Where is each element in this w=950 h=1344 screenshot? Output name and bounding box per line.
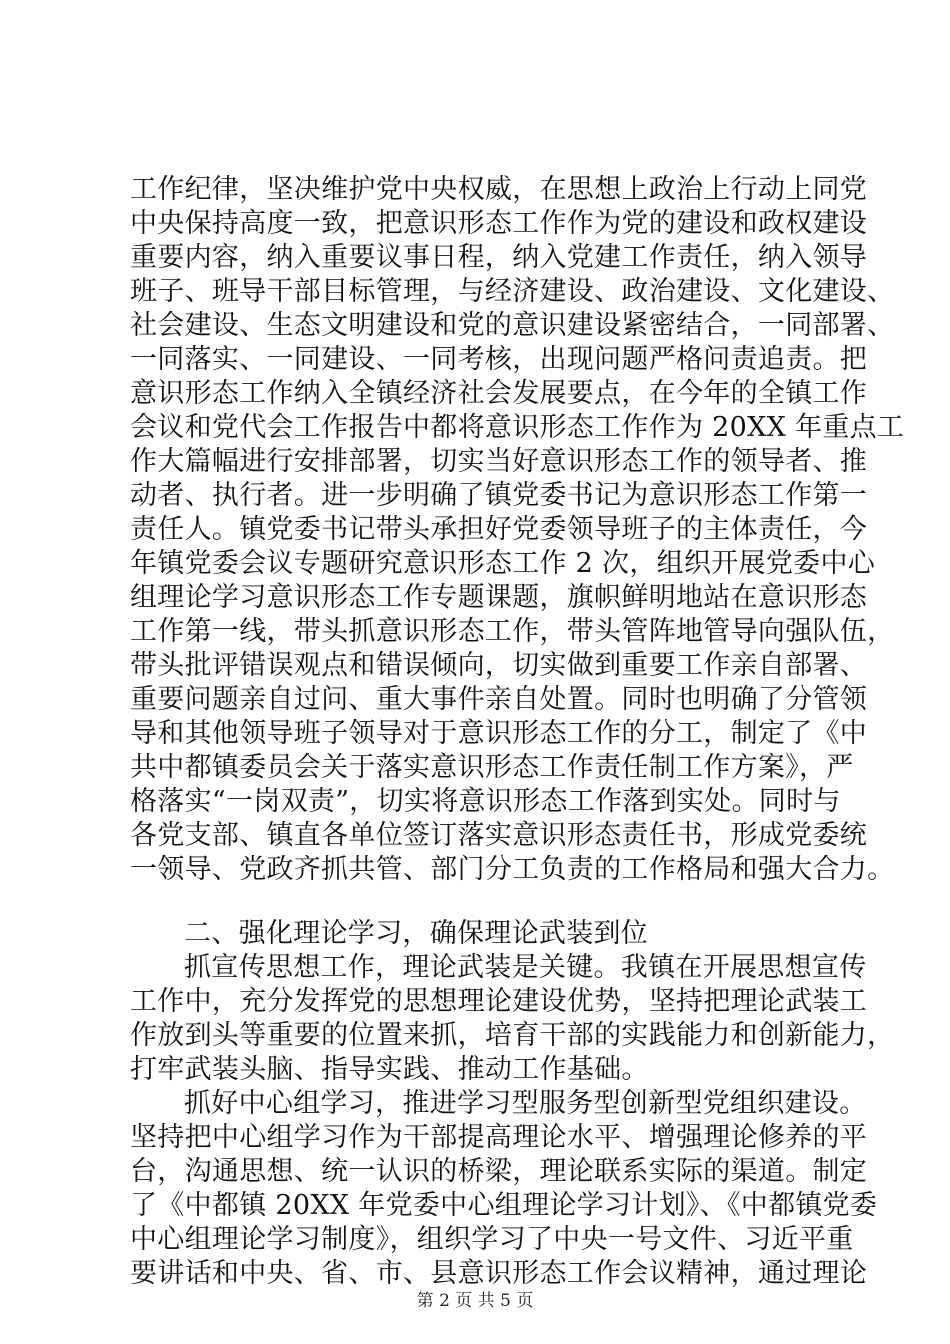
text-line: 共中都镇委员会关于落实意识形态工作责任制工作方案》，严 bbox=[130, 752, 854, 783]
text-line: 抓宣传思想工作，理论武装是关键。我镇在开展思想宣传 bbox=[184, 952, 867, 983]
document-body bbox=[130, 173, 905, 1291]
text-line: 会议和党代会工作报告中都将意识形态工作作为 20XX 年重点工 bbox=[130, 412, 905, 443]
paragraph-3 bbox=[130, 1087, 878, 1291]
text-line: 一同落实、一同建设、一同考核，出现问题严格问责追责。把 bbox=[130, 344, 868, 375]
text-line: 工作纪律，坚决维护党中央权威，在思想上政治上行动上同党 bbox=[130, 174, 868, 205]
text-line: 格落实“一岗双责”，切实将意识形态工作落到实处。同时与 bbox=[130, 786, 841, 817]
text-line: 抓好中心组学习，推进学习型服务型创新型党组织建设。 bbox=[184, 1088, 867, 1119]
page-number-footer: 第 2 页 共 5 页 bbox=[416, 1291, 534, 1311]
text-line: 台，沟通思想、统一认识的桥梁，理论联系实际的渠道。制定 bbox=[130, 1156, 868, 1187]
paragraph-2 bbox=[130, 951, 895, 1087]
text-line: 作放到头等重要的位置来抓，培育干部的实践能力和创新能力， bbox=[130, 1020, 895, 1051]
text-line: 组理论学习意识形态工作专题课题，旗帜鲜明地站在意识形态 bbox=[130, 582, 868, 613]
text-line: 意识形态工作纳入全镇经济社会发展要点，在今年的全镇工作 bbox=[130, 378, 868, 409]
text-line: 作大篇幅进行安排部署，切实当好意识形态工作的领导者、推 bbox=[130, 446, 868, 477]
paragraph-1 bbox=[130, 173, 905, 887]
text-line: 重要内容，纳入重要议事日程，纳入党建工作责任，纳入领导 bbox=[130, 242, 868, 273]
text-line: 工作第一线，带头抓意识形态工作，带头管阵地管导向强队伍， bbox=[130, 616, 895, 647]
text-line: 各党支部、镇直各单位签订落实意识形态责任书，形成党委统 bbox=[130, 820, 868, 851]
text-line: 班子、班导干部目标管理，与经济建设、政治建设、文化建设、 bbox=[130, 276, 895, 307]
text-line: 要讲话和中央、省、市、县意识形态工作会议精神，通过理论 bbox=[130, 1258, 868, 1289]
text-line: 了《中都镇 20XX 年党委中心组理论学习计划》、《中都镇党委 bbox=[130, 1190, 878, 1221]
text-line: 工作中，充分发挥党的思想理论建设优势，坚持把理论武装工 bbox=[130, 986, 868, 1017]
text-line: 责任人。镇党委书记带头承担好党委领导班子的主体责任，今 bbox=[130, 514, 868, 545]
text-line: 中心组理论学习制度》，组织学习了中央一号文件、习近平重 bbox=[130, 1224, 854, 1255]
text-line: 重要问题亲自过问、重大事件亲自处置。同时也明确了分管领 bbox=[130, 684, 868, 715]
text-line: 一领导、党政齐抓共管、部门分工负责的工作格局和强大合力。 bbox=[130, 854, 895, 885]
text-line: 动者、执行者。进一步明确了镇党委书记为意识形态工作第一 bbox=[130, 480, 868, 511]
section-heading: 二、强化理论学习，确保理论武装到位 bbox=[184, 918, 649, 949]
text-line: 中央保持高度一致，把意识形态工作作为党的建设和政权建设 bbox=[130, 208, 868, 239]
paragraph-spacer bbox=[130, 887, 830, 917]
text-line: 带头批评错误观点和错误倾向，切实做到重要工作亲自部署、 bbox=[130, 650, 868, 681]
text-line: 坚持把中心组学习作为干部提高理论水平、增强理论修养的平 bbox=[130, 1122, 868, 1153]
text-line: 导和其他领导班子领导对于意识形态工作的分工，制定了《中 bbox=[130, 718, 868, 749]
text-line: 打牢武装头脑、指导实践、推动工作基础。 bbox=[130, 1054, 649, 1085]
text-line: 年镇党委会议专题研究意识形态工作 2 次，组织开展党委中心 bbox=[130, 548, 876, 579]
text-line: 社会建设、生态文明建设和党的意识建设紧密结合，一同部署、 bbox=[130, 310, 895, 341]
